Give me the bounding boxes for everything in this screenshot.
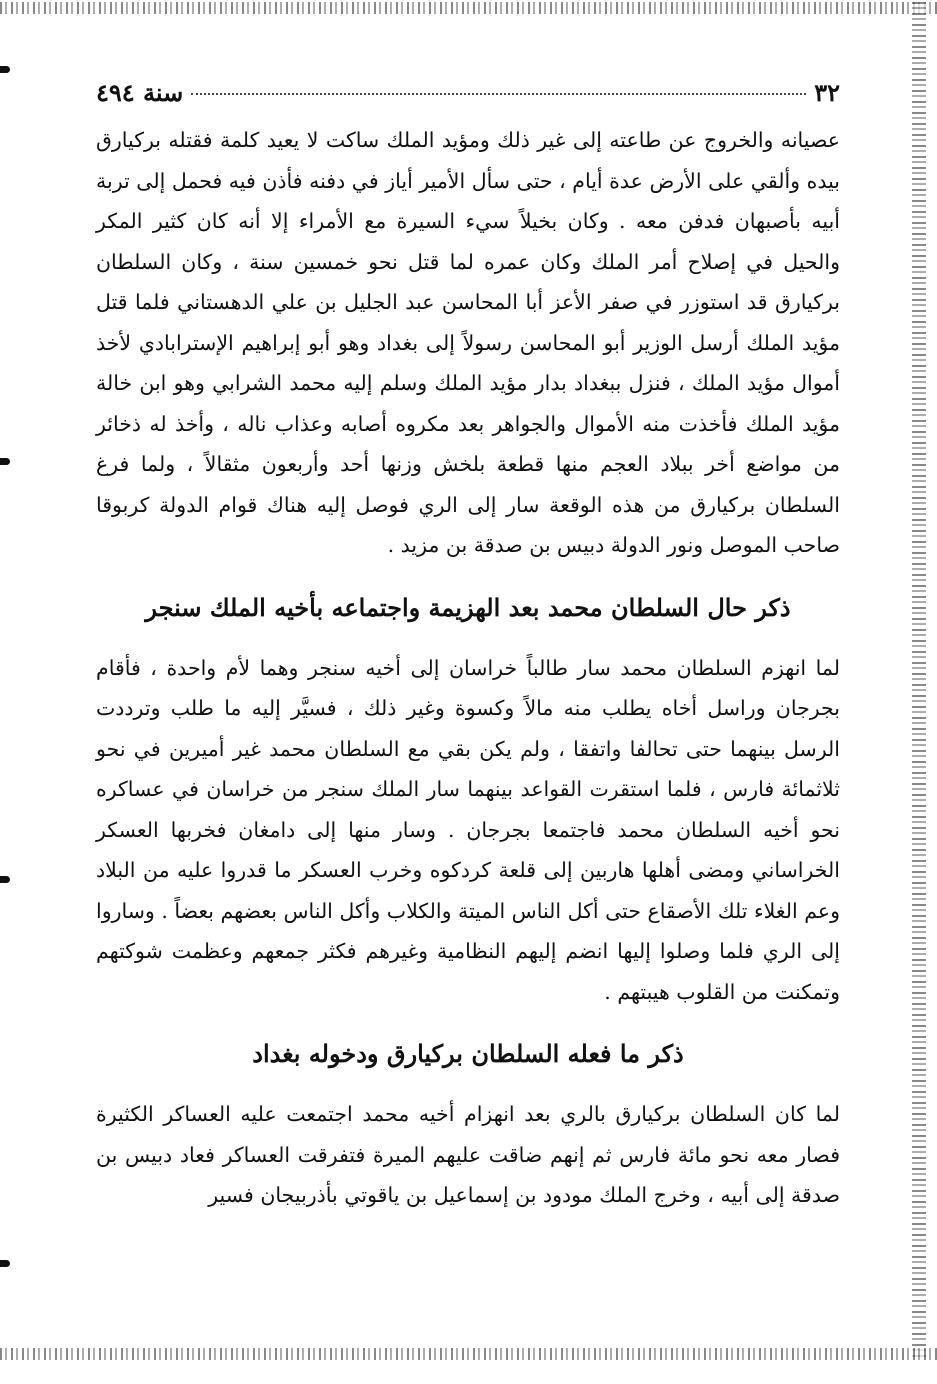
paragraph-3: لما كان السلطان بركيارق بالري بعد انهزام أخيه محمد اجتمعت عليه العساكر الكثيرة فصار معه نحو مائة فارس ثم إنهم ضاقت عليهم الميرة فتفرقت العساكر فعاد دبيس بن صدقة إلى أبيه ، وخرج الملك مودود بن إسماعيل بن ياقوتي بأذربيجان فسير [96, 1102, 840, 1207]
margin-mark [0, 458, 10, 465]
margin-mark [0, 876, 10, 883]
margin-mark [0, 66, 10, 73]
margin-mark [0, 1260, 10, 1267]
running-header [96, 78, 840, 120]
decorative-border-right [912, 2, 926, 1360]
section-heading-1: ذكر حال السلطان محمد بعد الهزيمة واجتماعه بأخيه الملك سنجر [145, 592, 791, 622]
paragraph-1: عصيانه والخروج عن طاعته إلى غير ذلك ومؤيد الملك ساكت لا يعيد كلمة فقتله بركيارق بيده وألقي على الأرض عدة أيام ، حتى سأل الأمير أياز في دفنه فأذن فيه فحمل إلى تربة أبيه بأصبهان فدفن معه . وكان بخيلاً سيء السيرة مع الأمراء إلا أنه كان كثير المكر والحيل في إصلاح أمر الملك وكان عمره لما قتل نحو خمسين سنة ، وكان السلطان بركيارق قد استوزر في صفر الأعز أبا المحاسن عبد الجليل بن علي الدهستاني فلما قتل مؤيد الملك أرسل الوزير أبو المحاسن رسولاً إلى بغداد وهو أبو إبراهيم الإسترابادي لأخذ أموال مؤيد الملك ، فنزل ببغداد بدار مؤيد الملك وسلم إليه محمد الشرابي وهو ابن خالة مؤيد الملك فأخذت منه الأموال والجواهر بعد مكروه أصابه وعذاب ناله ، وأخذ له ذخائر من مواضع أخر ببلاد العجم منها قطعة بلخش وزنها أحد وأربعون مثقالاً ، ولما فرغ السلطان بركيارق من هذه الوقعة سار إلى الري فوصل إليه هناك قوام الدولة كربوقا صاحب الموصل ونور الدولة دبيس بن صدقة بن مزيد . [96, 128, 840, 557]
running-title: سنة ٤٩٤ [96, 78, 184, 107]
page-body [96, 78, 840, 1216]
paragraph-2: لما انهزم السلطان محمد سار طالباً خراسان إلى أخيه سنجر وهما لأم واحدة ، فأقام بجرجان وراسل أخاه يطلب منه مالاً وكسوة وغير ذلك ، فسيَّر إليه ما طلب وترددت الرسل بينهما حتى تحالفا واتفقا ، ولم يكن بقي مع السلطان محمد غير أميرين في نحو ثلاثمائة فارس ، فلما استقرت القواعد بينهما سار الملك سنجر من خراسان في عساكره نحو أخيه السلطان محمد فاجتمعا بجرجان . وسار منها إلى دامغان فخربها العسكر الخراساني ومضى أهلها هاربين إلى قلعة كردكوه وخرب العسكر ما قدروا عليه من البلاد وعم الغلاء تلك الأصقاع حتى أكل الناس الميتة والكلاب وأكل الناس بعضهم بعضاً . وساروا إلى الري فلما وصلوا إليها انضم إليهم النظامية وغيرهم فكثر جمعهم وعظمت شوكتهم وتمكنت من القلوب هيبتهم . [96, 655, 840, 1004]
page-number: ٣٢ [814, 78, 840, 107]
decorative-border-top [0, 2, 937, 14]
section-heading-2: ذكر ما فعله السلطان بركيارق ودخوله بغداد [252, 1039, 684, 1068]
decorative-border-bottom [0, 1348, 937, 1360]
header-dotted-leader [191, 93, 806, 95]
